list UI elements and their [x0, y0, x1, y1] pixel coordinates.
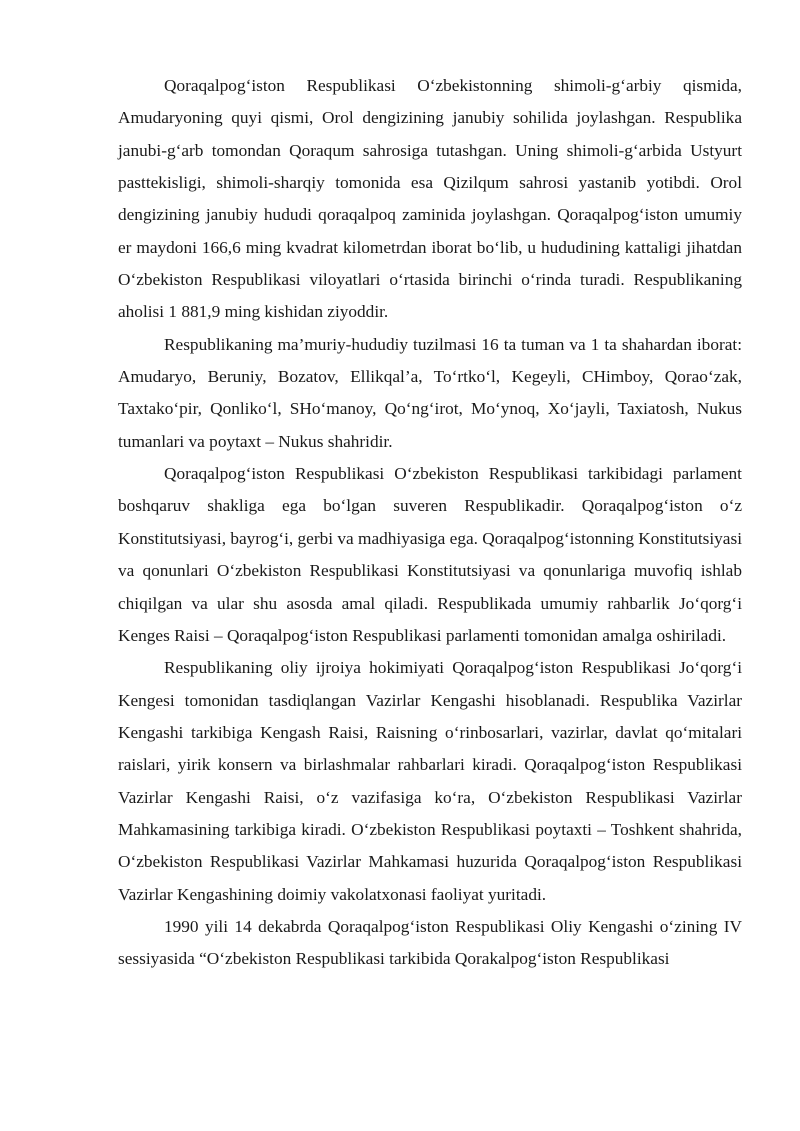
- paragraph-1990-session: 1990 yili 14 dekabrda Qoraqalpog‘iston Respublikasi Oliy Kengashi o‘zining IV sessiyasida “O‘zbekiston Respublikasi tarkibida Qorakalpog‘iston Respublikasi: [118, 916, 742, 969]
- paragraph-council-of-ministers: Respublikaning oliy ijroiya hokimiyati Qoraqalpog‘iston Respublikasi Jo‘qorg‘i Kengesi tomonidan tasdiqlangan Vazirlar Kengashi hisoblanadi. Respublika Vazirlar Kengashi tarkibiga Kengash Raisi, Raisning o‘rinbosarlari, vazirlar, davlat qo‘mitalari raislari, yirik konsern va birlashmalar rahbarlari kiradi. Qoraqalpog‘iston Respublikasi Vazirlar Kengashi Raisi, o‘z vazifasiga ko‘ra, O‘zbekiston Respublikasi Vazirlar Mahkamasining tarkibiga kiradi. O‘zbekiston Respublikasi poytaxti – Toshkent shahrida, O‘zbekiston Respublikasi Vazirlar Mahkamasi huzurida Qoraqalpog‘iston Respublikasi Vazirlar Kengashining doimiy vakolatxonasi faoliyat yuritadi.: [118, 658, 742, 904]
- paragraph-administrative-division: Respublikaning ma’muriy-hududiy tuzilmasi 16 ta tuman va 1 ta shahardan iborat: Amudaryo, Beruniy, Bozatov, Ellikqal’a, To‘rtko‘l, Kegeyli, CHimboy, Qorao‘zak, Taxtako‘pir, Qonliko‘l, SHo‘manoy, Qo‘ng‘irot, Mo‘ynoq, Xo‘jayli, Taxiatosh, Nukus tumanlari va poytaxt – Nukus shahridir.: [118, 334, 742, 451]
- document-body: [118, 70, 742, 976]
- paragraph-location: Qoraqalpog‘iston Respublikasi O‘zbekistonning shimoli-g‘arbiy qismida, Amudaryoning quyi qismi, Orol dengizining janubiy sohilida joylashgan. Respublika janubi-g‘arb tomondan Qoraqum sahrosiga tutashgan. Uning shimoli-g‘arbida Ustyurt pasttekisligi, shimoli-sharqiy tomonida esa Qizilqum sahrosi yastanib yotibdi. Orol dengizining janubiy hududi qoraqalpoq zaminida joylashgan. Qoraqalpog‘iston umumiy er maydoni 166,6 ming kvadrat kilometrdan iborat bo‘lib, u hududining kattaligi jihatdan O‘zbekiston Respublikasi viloyatlari o‘rtasida birinchi o‘rinda turadi. Respublikaning aholisi 1 881,9 ming kishidan ziyoddir.: [118, 76, 742, 322]
- paragraph-sovereign-status: Qoraqalpog‘iston Respublikasi O‘zbekiston Respublikasi tarkibidagi parlament boshqaruv shakliga ega bo‘lgan suveren Respublikadir. Qoraqalpog‘iston o‘z Konstitutsiyasi, bayrog‘i, gerbi va madhiyasiga ega. Qoraqalpog‘istonning Konstitutsiyasi va qonunlari O‘zbekiston Respublikasi Konstitutsiyasi va qonunlariga muvofiq ishlab chiqilgan va ular shu asosda amal qiladi. Respublikada umumiy rahbarlik Jo‘qorg‘i Kenges Raisi – Qoraqalpog‘iston Respublikasi parlamenti tomonidan amalga oshiriladi.: [118, 464, 742, 645]
